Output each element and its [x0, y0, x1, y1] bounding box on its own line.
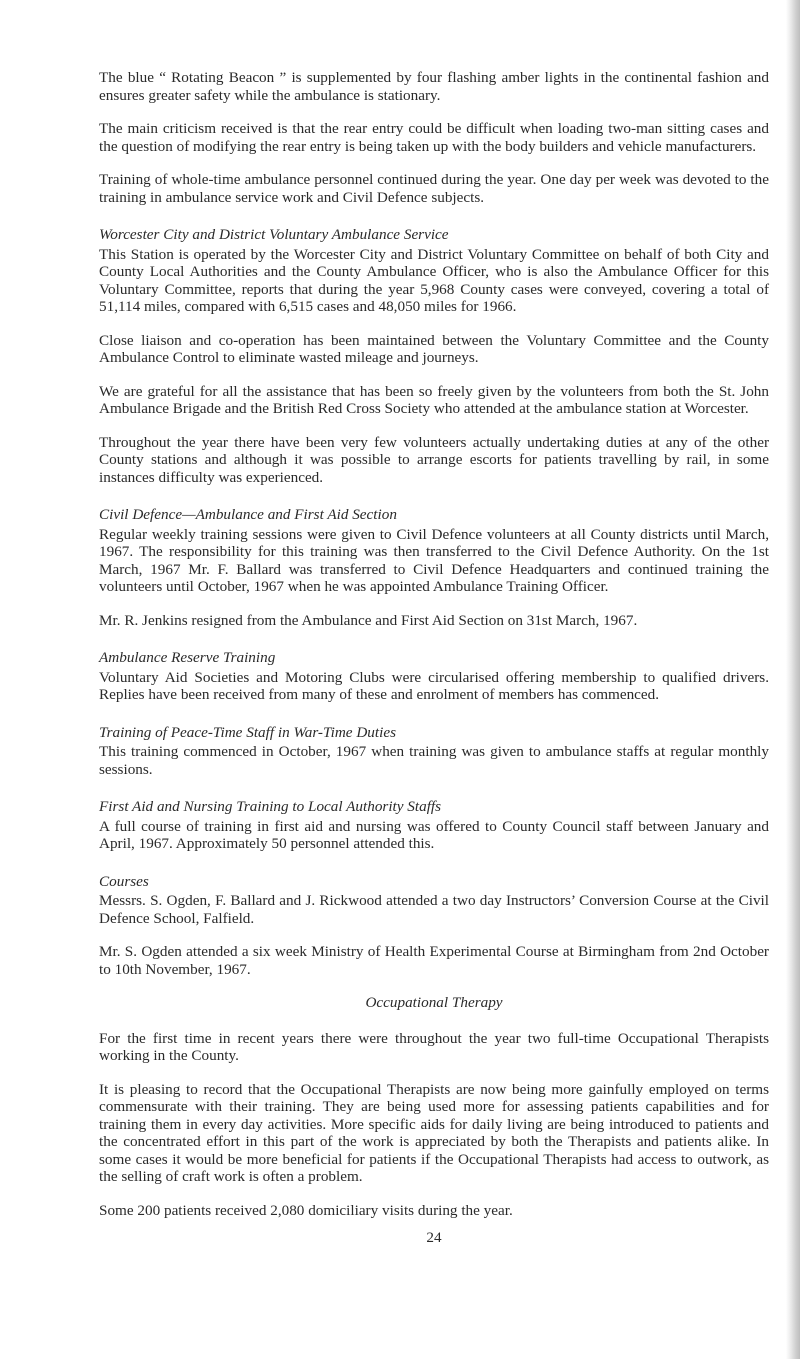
section-heading-worcester: Worcester City and District Voluntary Ambulance Service [99, 226, 449, 243]
paragraph: We are grateful for all the assistance that has been so freely given by the volunteers from both the St. John Ambulance Brigade and the British Red Cross Society who attended at the ambulance station at Worcester. [99, 382, 769, 417]
paragraph: Voluntary Aid Societies and Motoring Clubs were circularised offering membership to qualified drivers. Replies have been received from many of these and enrolment of members has commenced. [99, 668, 769, 703]
paragraph: This training commenced in October, 1967 when training was given to ambulance staffs at regular monthly sessions. [99, 743, 769, 778]
page-number: 24 [426, 1229, 442, 1246]
paragraph: Regular weekly training sessions were given to Civil Defence volunteers at all County districts until March, 1967. The responsibility for this training was then transferred to the Civil Defence Authority. On the 1st March, 1967 Mr. F. Ballard was transferred to Civil Defence Headquarters and continued training the volunteers until October, 1967 when he was appointed Ambulance Training Officer. [99, 525, 769, 595]
section-heading-reserve: Ambulance Reserve Training [99, 649, 276, 666]
paragraph: Messrs. S. Ogden, F. Ballard and J. Rickwood attended a two day Instructors’ Conversion Course at the Civil Defence School, Falfield. [99, 892, 769, 927]
paragraph: Some 200 patients received 2,080 domiciliary visits during the year. [99, 1201, 513, 1219]
paragraph: Throughout the year there have been very few volunteers actually undertaking duties at any of the other County stations and although it was possible to arrange escorts for patients travelling by rail, in some instances difficulty was experienced. [99, 433, 769, 486]
paragraph: A full course of training in first aid and nursing was offered to County Council staff between January and April, 1967. Approximately 50 personnel attended this. [99, 817, 769, 852]
document-body [99, 69, 769, 1247]
section-heading-civil-defence: Civil Defence—Ambulance and First Aid Section [99, 506, 397, 523]
section-heading-occupational-therapy: Occupational Therapy [365, 994, 503, 1011]
paragraph: For the first time in recent years there were throughout the year two full-time Occupational Therapists working in the County. [99, 1029, 769, 1064]
paragraph: The blue “ Rotating Beacon ” is supplemented by four flashing amber lights in the continental fashion and ensures greater safety while the ambulance is stationary. [99, 69, 769, 104]
page-edge-shadow [786, 0, 800, 1359]
section-heading-courses: Courses [99, 872, 149, 890]
paragraph: Training of whole-time ambulance personnel continued during the year. One day per week was devoted to the training in ambulance service work and Civil Defence subjects. [99, 171, 769, 206]
paragraph: The main criticism received is that the rear entry could be difficult when loading two-man sitting cases and the question of modifying the rear entry is being taken up with the body builders and vehicle manufacturers. [99, 120, 769, 155]
section-heading-first-aid: First Aid and Nursing Training to Local Authority Staffs [99, 798, 442, 815]
paragraph: Mr. R. Jenkins resigned from the Ambulance and First Aid Section on 31st March, 1967. [99, 611, 638, 629]
section-heading-peace-time: Training of Peace-Time Staff in War-Time Duties [99, 723, 396, 741]
paragraph: Close liaison and co-operation has been maintained between the Voluntary Committee and the County Ambulance Control to eliminate wasted mileage and journeys. [99, 331, 769, 366]
paragraph: This Station is operated by the Worcester City and District Voluntary Committee on behalf of both City and County Local Authorities and the County Ambulance Officer, who is also the Ambulance Officer for this Voluntary Committee, reports that during the year 5,968 County cases were conveyed, covering a total of 51,114 miles, compared with 6,515 cases and 48,050 miles for 1966. [99, 245, 769, 315]
paragraph: It is pleasing to record that the Occupational Therapists are now being more gainfully employed on terms commensurate with their training. They are being used more for assessing patients capabilities and for training them in every day activities. More specific aids for daily living are being introduced to patients and the concentrated effort in this part of the work is appreciated by both the Therapists and patients alike. In some cases it would be more beneficial for patients if the Occupational Therapists had access to outwork, as the selling of craft work is often a problem. [99, 1080, 769, 1185]
paragraph: Mr. S. Ogden attended a six week Ministry of Health Experimental Course at Birmingham from 2nd October to 10th November, 1967. [99, 943, 769, 978]
